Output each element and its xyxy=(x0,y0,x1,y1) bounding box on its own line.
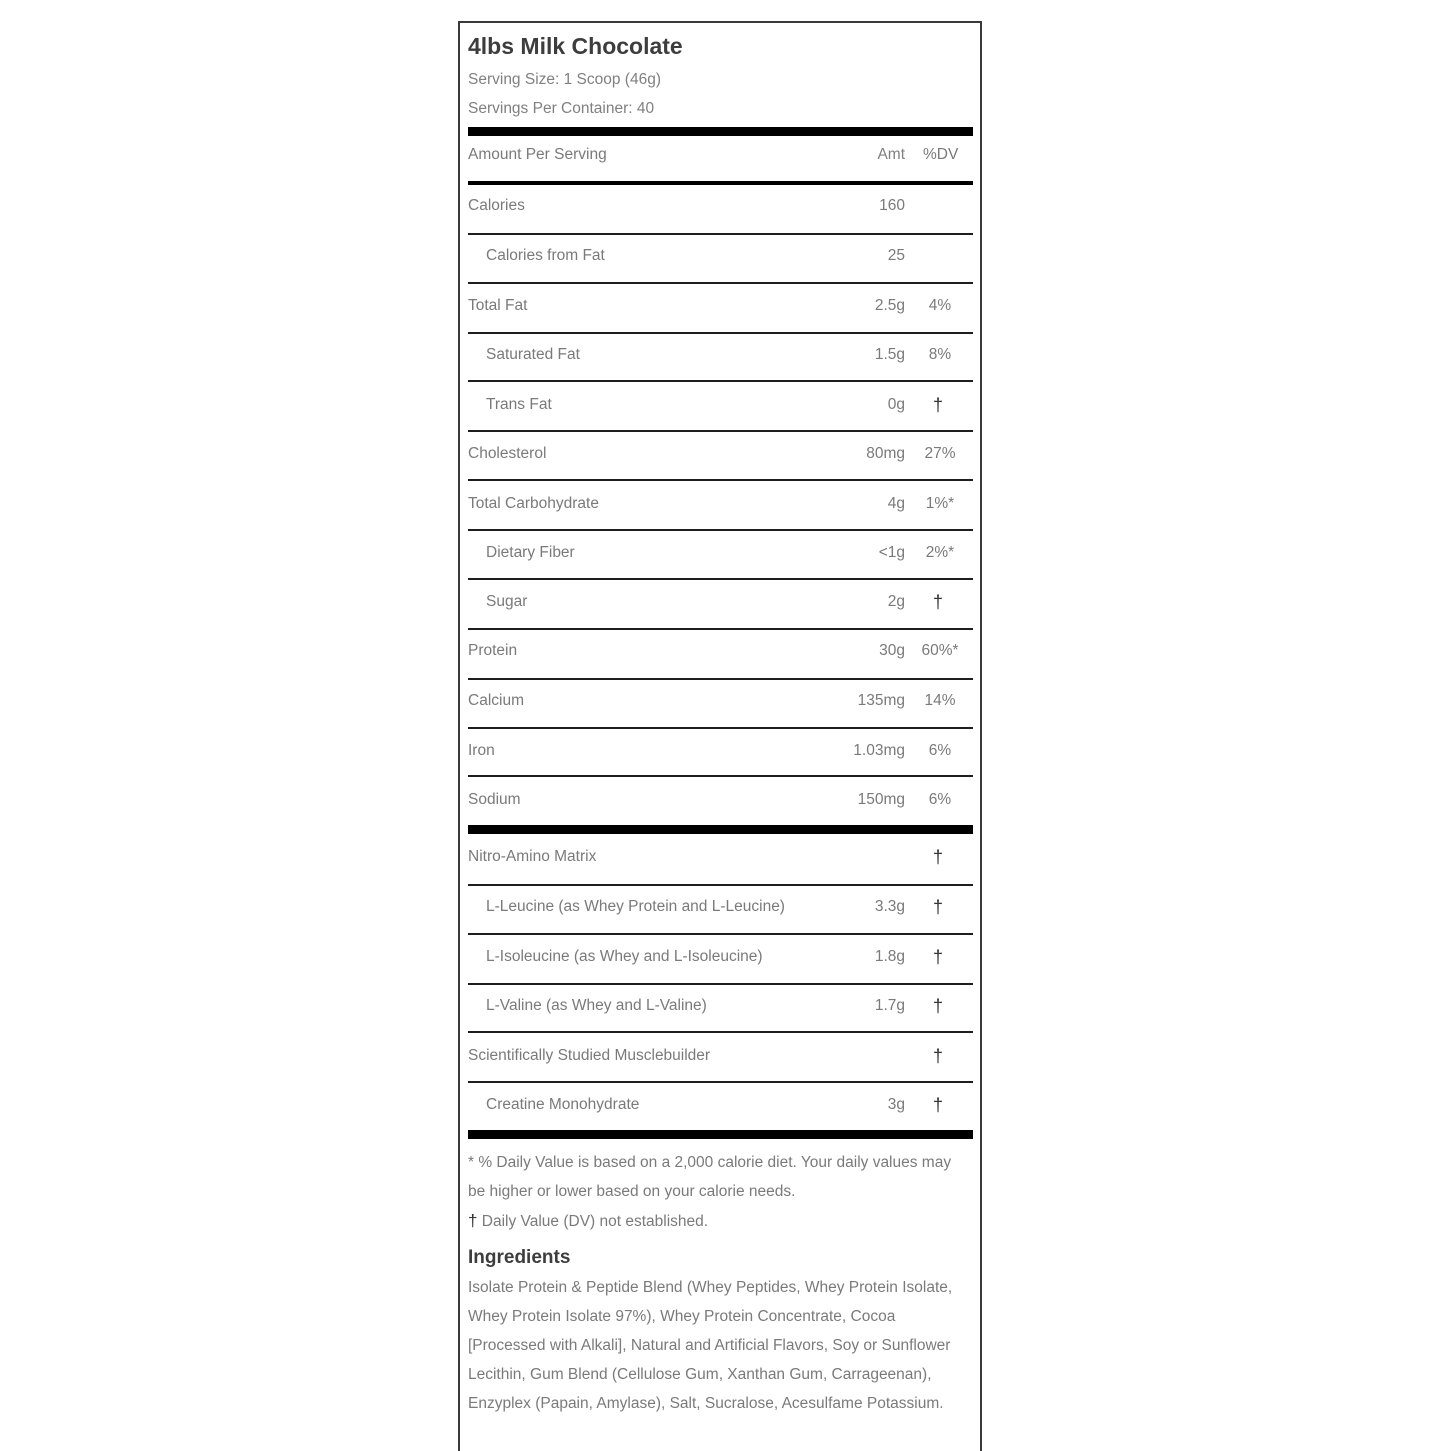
row-divider xyxy=(468,983,973,985)
nutrient-amount: 2.5g xyxy=(874,297,905,314)
nutrient-amount: 1.03mg xyxy=(853,742,905,759)
dagger-icon: † xyxy=(933,947,944,967)
nutrient-label: Protein xyxy=(468,642,518,659)
nutrient-label: Total Carbohydrate xyxy=(468,495,599,512)
dagger-icon: † xyxy=(933,996,944,1016)
nutrient-dv: 1%* xyxy=(925,495,955,512)
row-divider xyxy=(468,529,973,531)
nutrient-amount: 80mg xyxy=(866,445,905,462)
nutrient-label: L-Leucine (as Whey Protein and L-Leucine) xyxy=(486,898,785,915)
nutrient-amount: 0g xyxy=(887,396,905,413)
nutrient-label: Calories from Fat xyxy=(486,247,605,264)
nutrient-label: Calcium xyxy=(468,692,524,709)
dagger-icon: † xyxy=(933,847,944,867)
row-divider xyxy=(468,430,973,432)
nutrient-label: Sodium xyxy=(468,791,521,808)
header-amt: Amt xyxy=(877,146,905,163)
row-divider xyxy=(468,380,973,382)
nutrient-amount: 150mg xyxy=(857,791,905,808)
divider-thick-top xyxy=(468,127,973,136)
nutrient-label: Dietary Fiber xyxy=(486,544,575,561)
row-divider xyxy=(468,775,973,777)
divider-thick-middle xyxy=(468,825,973,834)
dagger-icon: † xyxy=(933,1046,944,1066)
nutrient-amount: 4g xyxy=(887,495,905,512)
nutrient-amount: 3g xyxy=(887,1096,905,1113)
header-label: Amount Per Serving xyxy=(468,146,607,163)
row-divider xyxy=(468,233,973,235)
nutrient-label: Trans Fat xyxy=(486,396,552,413)
nutrient-amount: 160 xyxy=(879,197,905,214)
row-divider xyxy=(468,578,973,580)
row-divider xyxy=(468,1031,973,1033)
nutrient-dv: 4% xyxy=(928,297,952,314)
serving-size: Serving Size: 1 Scoop (46g) xyxy=(468,71,661,88)
dagger-icon: † xyxy=(933,897,944,917)
row-divider xyxy=(468,678,973,680)
nutrient-amount: 1.8g xyxy=(874,948,905,965)
dagger-icon: † xyxy=(933,1095,944,1115)
nutrient-dv: 8% xyxy=(928,346,952,363)
nutrient-dv: 14% xyxy=(924,692,956,709)
footnote-daily-value xyxy=(468,1148,973,1236)
row-divider xyxy=(468,933,973,935)
nutrient-amount: <1g xyxy=(878,544,905,561)
row-divider xyxy=(468,628,973,630)
footnote-line: be higher or lower based on your calorie needs. xyxy=(468,1183,796,1200)
nutrient-amount: 135mg xyxy=(857,692,905,709)
row-divider xyxy=(468,282,973,284)
footnote-dagger xyxy=(468,1206,973,1236)
footnote-dagger-text: Daily Value (DV) not established. xyxy=(481,1213,709,1230)
header-dv: %DV xyxy=(923,146,959,163)
nutrient-label: Total Fat xyxy=(468,297,528,314)
nutrient-dv: 27% xyxy=(924,445,956,462)
nutrient-label: Creatine Monohydrate xyxy=(486,1096,640,1113)
ingredients-text: Isolate Protein & Peptide Blend (Whey Peptides, Whey Protein Isolate, Whey Protein Isolate 97%), Whey Protein Concentrate, Cocoa [Processed with Alkali], Natural and Artificial Flavors, Soy or Sunflower Lecithin, Gum Blend (Cellulose Gum, Xanthan Gum, Carrageenan), Enzyplex (Papain, Amylase), Salt, Sucralose, Acesulfame Potassium. xyxy=(468,1279,953,1412)
row-divider xyxy=(468,1081,973,1083)
nutrient-label: Cholesterol xyxy=(468,445,547,462)
nutrient-label: Saturated Fat xyxy=(486,346,580,363)
nutrient-dv: 2%* xyxy=(925,544,955,561)
nutrient-dv: 60%* xyxy=(921,642,959,659)
dagger-icon: † xyxy=(468,1211,478,1230)
blend-label: Nitro-Amino Matrix xyxy=(468,848,597,865)
row-divider xyxy=(468,727,973,729)
divider-thick-bottom xyxy=(468,1130,973,1139)
nutrient-label: Iron xyxy=(468,742,495,759)
dagger-icon: † xyxy=(933,592,944,612)
nutrient-amount: 25 xyxy=(887,247,905,264)
nutrient-amount: 1.7g xyxy=(874,997,905,1014)
nutrient-dv: 6% xyxy=(928,791,952,808)
nutrient-label: L-Valine (as Whey and L-Valine) xyxy=(486,997,707,1014)
dagger-icon: † xyxy=(933,395,944,415)
ingredients-title: Ingredients xyxy=(468,1247,571,1268)
nutrient-amount: 30g xyxy=(879,642,905,659)
product-title: 4lbs Milk Chocolate xyxy=(468,33,683,59)
servings-per-container: Servings Per Container: 40 xyxy=(468,100,655,117)
nutrient-label: L-Isoleucine (as Whey and L-Isoleucine) xyxy=(486,948,763,965)
blend-label: Scientifically Studied Musclebuilder xyxy=(468,1047,711,1064)
nutrient-label: Calories xyxy=(468,197,525,214)
nutrition-facts-panel xyxy=(458,21,982,1451)
row-divider xyxy=(468,332,973,334)
divider-medium xyxy=(468,181,973,185)
row-divider xyxy=(468,884,973,886)
footnote-line: * % Daily Value is based on a 2,000 calorie diet. Your daily values may xyxy=(468,1154,952,1171)
nutrient-amount: 3.3g xyxy=(874,898,905,915)
nutrient-amount: 2g xyxy=(887,593,905,610)
nutrient-label: Sugar xyxy=(486,593,528,610)
nutrient-dv: 6% xyxy=(928,742,952,759)
nutrient-amount: 1.5g xyxy=(874,346,905,363)
row-divider xyxy=(468,479,973,481)
